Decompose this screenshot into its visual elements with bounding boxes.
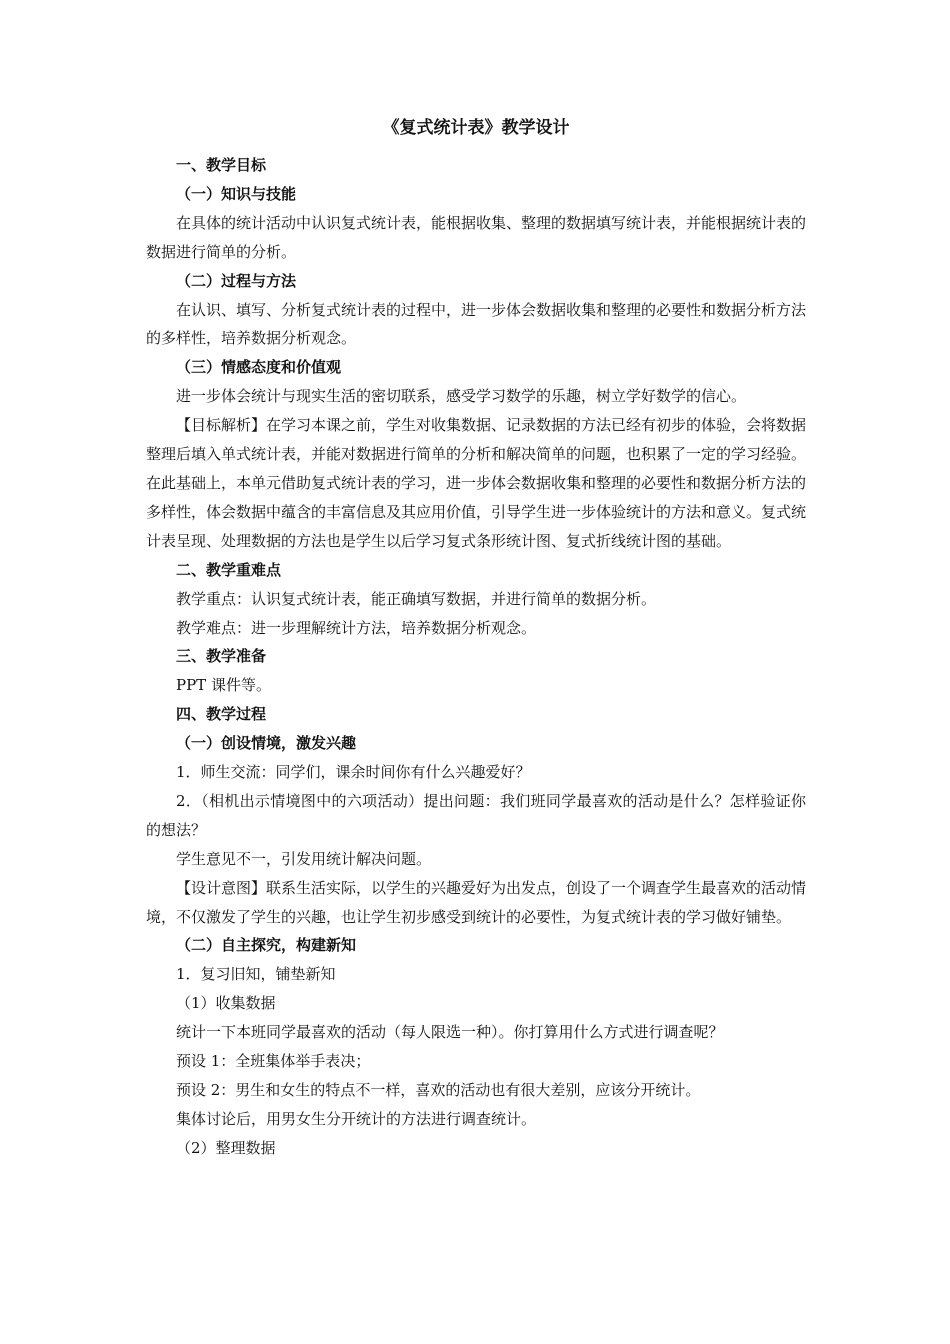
subsection-heading: （二）过程与方法	[176, 271, 297, 290]
paragraph: 【设计意图】联系生活实际，以学生的兴趣爱好为出发点，创设了一个调查学生最喜欢的活动情境，不仅激发了学生的兴趣，也让学生初步感受到统计的必要性，为复式统计表的学习做好铺垫。	[146, 878, 807, 926]
subsection-heading: （一）创设情境，激发兴趣	[176, 734, 357, 753]
document-body	[146, 113, 806, 1163]
paragraph: 学生意见不一，引发用统计解决问题。	[176, 849, 432, 868]
subsection-heading: （一）知识与技能	[176, 184, 297, 203]
paragraph: 预设 1：全班集体举手表决；	[176, 1052, 371, 1071]
paragraph: 进一步体会统计与现实生活的密切联系，感受学习数学的乐趣，树立学好数学的信心。	[176, 387, 747, 406]
section-heading: 一、教学目标	[176, 156, 267, 174]
document-paragraphs	[146, 151, 806, 1163]
paragraph: 1．师生交流：同学们，课余时间你有什么兴趣爱好？	[176, 763, 531, 782]
paragraph: 在具体的统计活动中认识复式统计表，能根据收集、整理的数据填写统计表，并能根据统计表的数据进行简单的分析。	[146, 213, 807, 261]
paragraph: 2．（相机出示情境图中的六项活动）提出问题：我们班同学最喜欢的活动是什么？怎样验证你的想法？	[146, 791, 806, 839]
paragraph: 预设 2：男生和女生的特点不一样，喜欢的活动也有很大差别，应该分开统计。	[176, 1081, 701, 1099]
paragraph: 教学难点：进一步理解统计方法，培养数据分析观念。	[176, 618, 537, 637]
paragraph: （1）收集数据	[176, 994, 276, 1013]
paragraph: 集体讨论后，用男女生分开统计的方法进行调查统计。	[176, 1109, 537, 1128]
subsection-heading: （二）自主探究，构建新知	[176, 936, 357, 955]
paragraph: （2）整理数据	[176, 1138, 276, 1157]
paragraph: 教学重点：认识复式统计表，能正确填写数据，并进行简单的数据分析。	[176, 589, 657, 608]
paragraph: 在认识、填写、分析复式统计表的过程中，进一步体会数据收集和整理的必要性和数据分析方法的多样性，培养数据分析观念。	[146, 300, 807, 348]
section-heading: 二、教学重难点	[176, 560, 282, 579]
subsection-heading: （三）情感态度和价值观	[176, 358, 342, 377]
paragraph: PPT 课件等。	[176, 676, 271, 695]
section-heading: 三、教学准备	[176, 647, 267, 666]
paragraph: 【目标解析】在学习本课之前，学生对收集数据、记录数据的方法已经有初步的体验，会将数据整理后填入单式统计表，并能对数据进行简单的分析和解决简单的问题，也积累了一定的学习经验。在此基础上，本单元借助复式统计表的学习，进一步体会数据收集和整理的必要性和数据分析方法的多样性，体会数据中蕴含的丰富信息及其应用价值，引导学生进一步体验统计的方法和意义。复式统计表呈现、处理数据的方法也是学生以后学习复式条形统计图、复式折线统计图的基础。	[146, 416, 807, 550]
paragraph: 统计一下本班同学最喜欢的活动（每人限选一种）。你打算用什么方式进行调查呢？	[176, 1023, 724, 1042]
document-title: 《复式统计表》教学设计	[382, 118, 570, 138]
section-heading: 四、教学过程	[176, 705, 267, 724]
paragraph: 1．复习旧知，铺垫新知	[176, 965, 336, 984]
